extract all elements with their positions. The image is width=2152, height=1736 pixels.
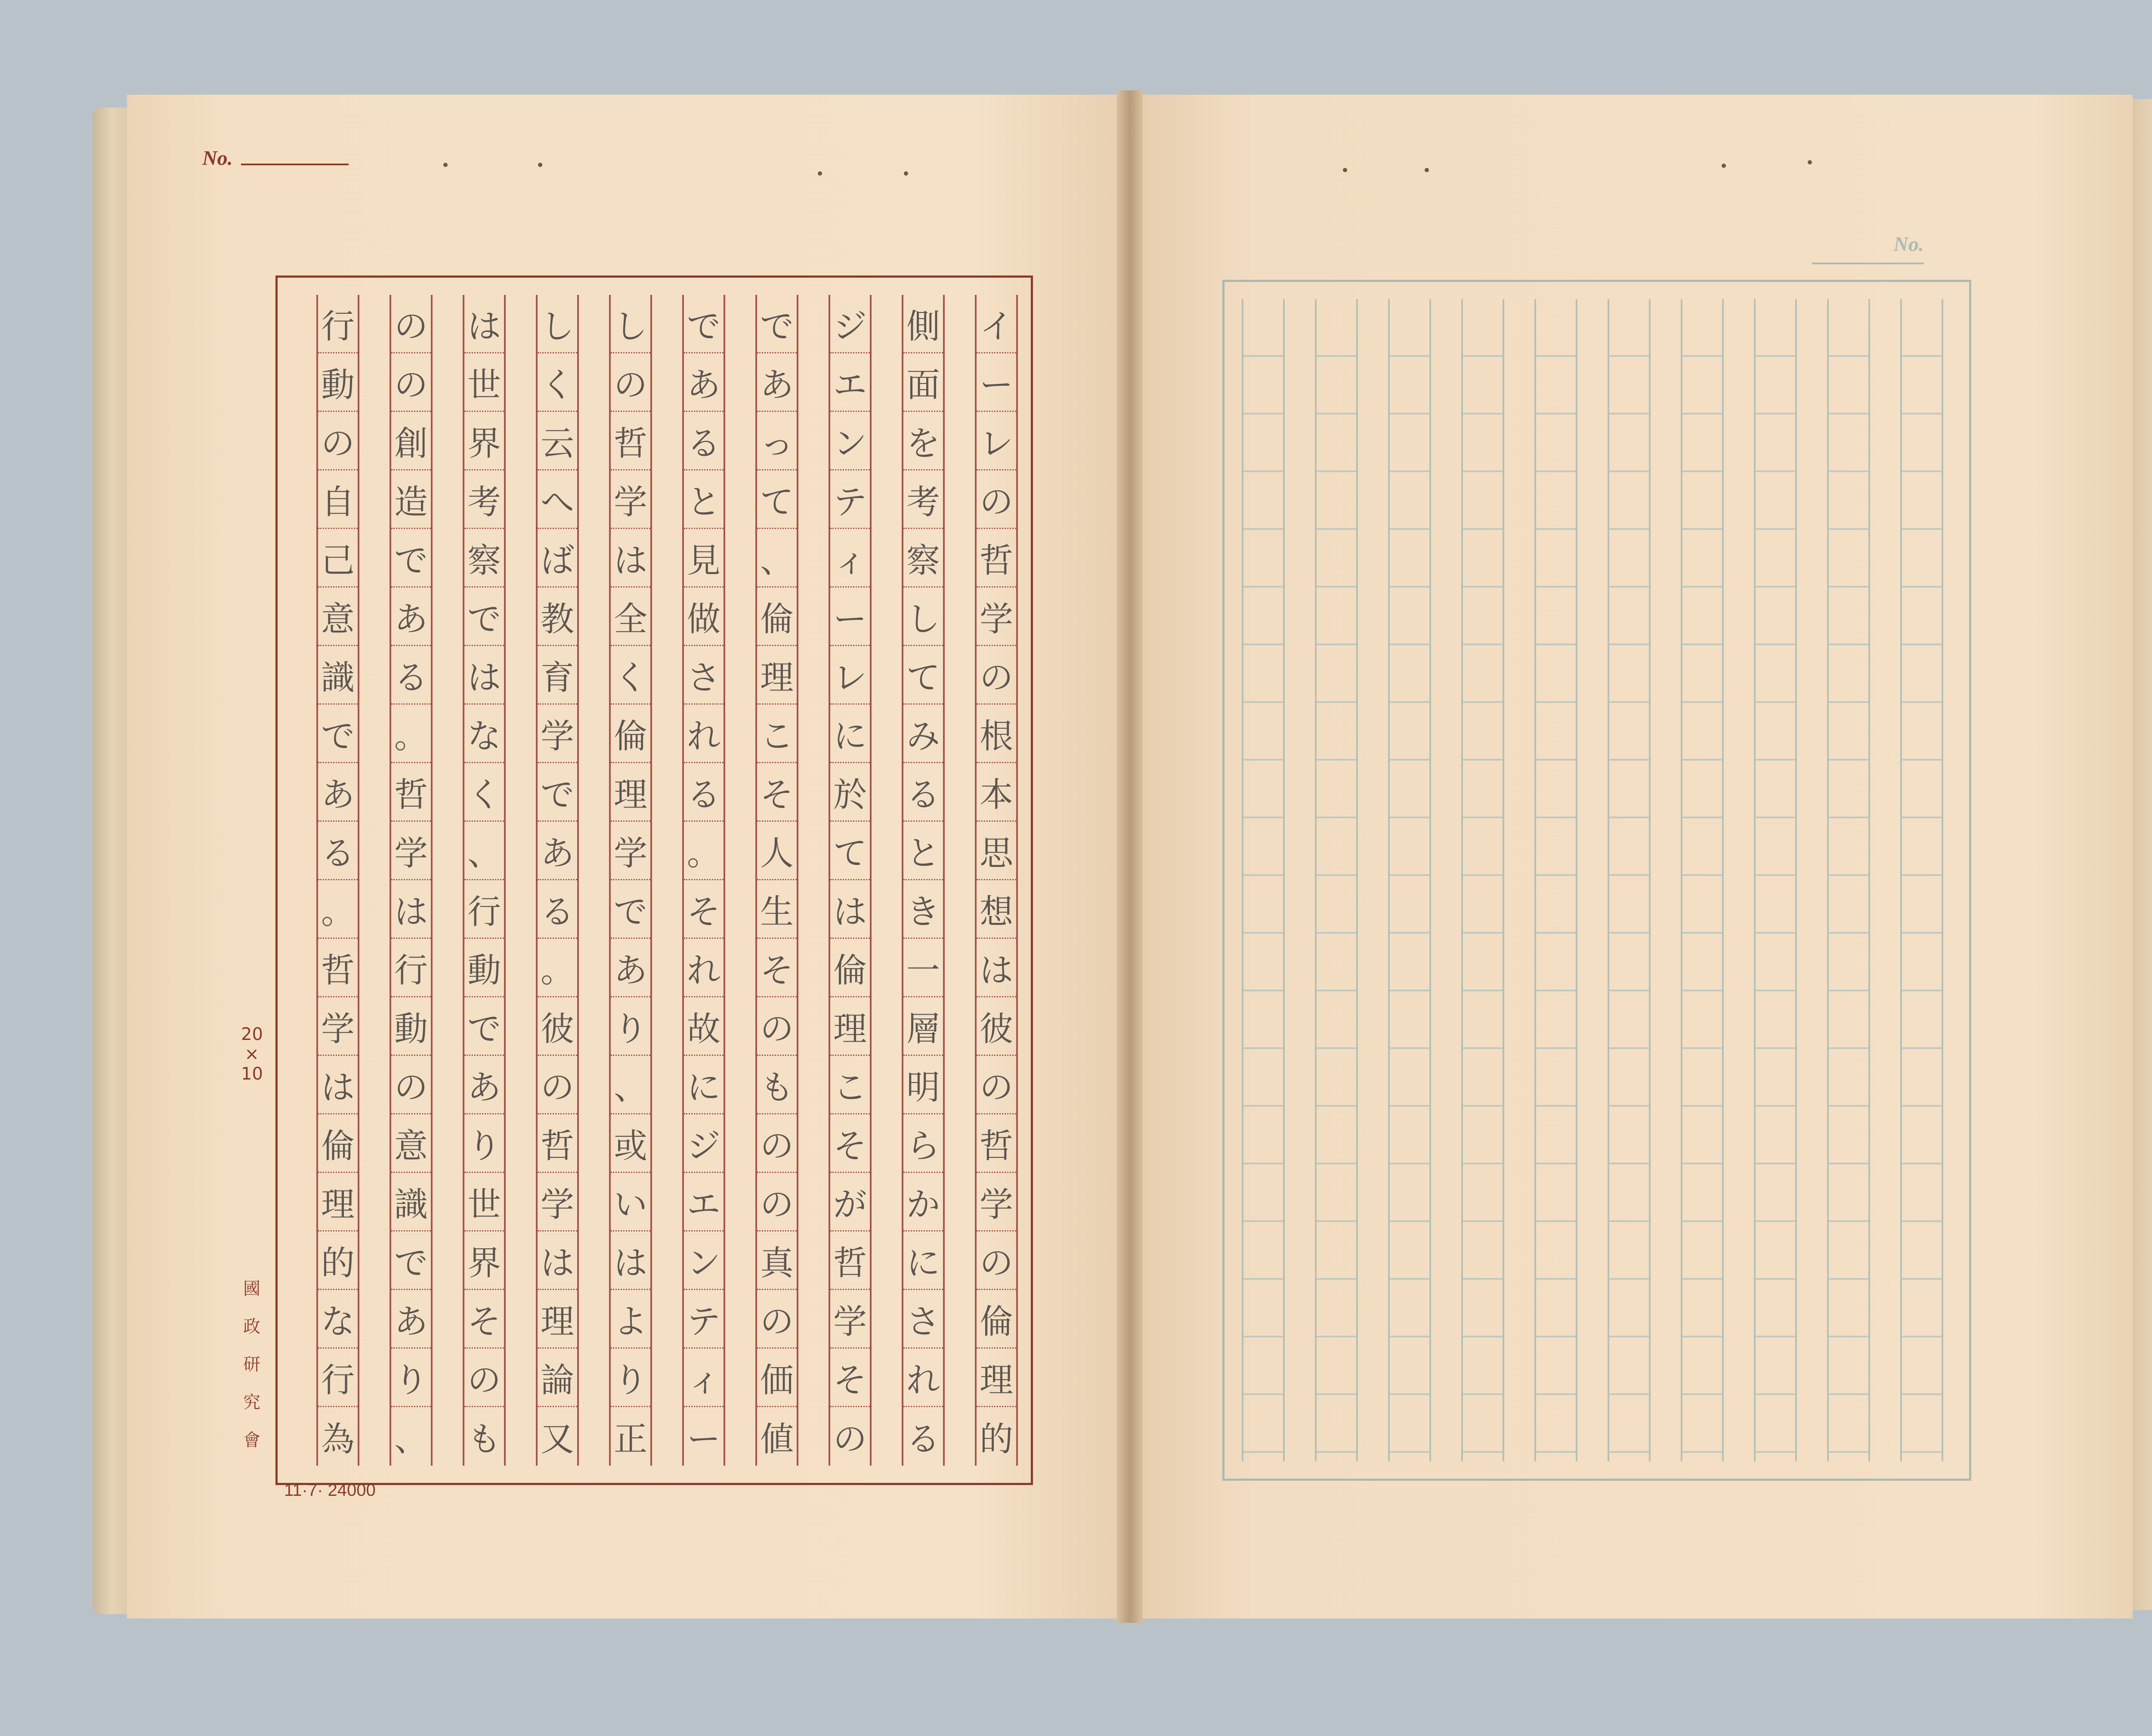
manuscript-column <box>755 295 798 1466</box>
manuscript-cell: の <box>318 412 358 470</box>
manuscript-cell: あ <box>538 822 577 880</box>
manuscript-cell: の <box>977 470 1016 529</box>
manuscript-cell: 或 <box>611 1114 650 1173</box>
manuscript-cell: る <box>684 412 724 470</box>
manuscript-cell: に <box>684 1056 724 1114</box>
manuscript-cell: は <box>318 1056 358 1114</box>
page-number-handwritten <box>241 133 349 165</box>
manuscript-cell: て <box>757 470 797 529</box>
manuscript-cell: 界 <box>464 412 504 470</box>
manuscript-cell: は <box>611 529 650 588</box>
manuscript-cell: 学 <box>391 822 431 880</box>
manuscript-cell: 的 <box>979 1420 1013 1459</box>
manuscript-cell: 値 <box>760 1420 794 1459</box>
manuscript-cell: れ <box>684 705 724 763</box>
manuscript-cell: る <box>684 763 724 822</box>
manuscript-cell: の <box>538 1056 577 1114</box>
manuscript-cell: る <box>318 822 358 880</box>
manuscript-cell: り <box>611 1349 650 1407</box>
manuscript-cell: い <box>611 1173 650 1232</box>
manuscript-cell: と <box>903 822 943 880</box>
ghost-column <box>1754 299 1797 1461</box>
manuscript-cell: 哲 <box>611 412 650 470</box>
page-number-label: No. <box>202 147 233 170</box>
manuscript-cell: で <box>318 705 358 763</box>
manuscript-cell: し <box>538 295 577 353</box>
manuscript-cell: 学 <box>611 822 650 880</box>
manuscript-cell: さ <box>684 646 724 705</box>
print-code: 11·7· 24000 <box>284 1481 376 1500</box>
manuscript-cell: な <box>318 1290 358 1349</box>
manuscript-column <box>829 295 872 1466</box>
manuscript-cell: あ <box>318 763 358 822</box>
book-gutter <box>1117 90 1143 1623</box>
manuscript-cell: 彼 <box>538 997 577 1056</box>
manuscript-cell: 彼 <box>977 997 1016 1056</box>
manuscript-cell: は <box>611 1232 650 1290</box>
manuscript-cell: イ <box>977 295 1016 353</box>
manuscript-cell: 理 <box>318 1173 358 1232</box>
manuscript-cell: は <box>538 1232 577 1290</box>
manuscript-cell: そ <box>464 1290 504 1349</box>
manuscript-cell: み <box>903 705 943 763</box>
manuscript-cell: そ <box>830 1349 870 1407</box>
manuscript-cell: し <box>611 295 650 353</box>
manuscript-cell: 一 <box>903 939 943 997</box>
manuscript-cell: ィ <box>830 529 870 588</box>
manuscript-cell: 学 <box>977 588 1016 646</box>
manuscript-cell: そ <box>684 880 724 939</box>
manuscript-cell: 倫 <box>830 939 870 997</box>
manuscript-cell: 己 <box>318 529 358 588</box>
manuscript-column <box>682 295 725 1466</box>
manuscript-cell: 層 <box>903 997 943 1056</box>
manuscript-cell: あ <box>684 353 724 412</box>
manuscript-column <box>536 295 579 1466</box>
ghost-column <box>1827 299 1870 1461</box>
manuscript-cell: 倫 <box>611 705 650 763</box>
manuscript-cell: で <box>391 529 431 588</box>
manuscript-cell: 倫 <box>318 1114 358 1173</box>
manuscript-cell: の <box>977 1056 1016 1114</box>
manuscript-cell: 行 <box>318 1349 358 1407</box>
manuscript-cell: は <box>464 295 504 353</box>
manuscript-cell: 。 <box>318 880 358 939</box>
manuscript-cell: 於 <box>830 763 870 822</box>
manuscript-cell: の <box>757 1173 797 1232</box>
manuscript-cell: 学 <box>318 997 358 1056</box>
manuscript-cell: で <box>391 1232 431 1290</box>
manuscript-cell: 学 <box>611 470 650 529</box>
manuscript-cell: 哲 <box>830 1232 870 1290</box>
manuscript-cell: 創 <box>391 412 431 470</box>
manuscript-cell: 世 <box>464 1173 504 1232</box>
manuscript-grid <box>275 275 1033 1485</box>
manuscript-cell: 意 <box>391 1114 431 1173</box>
manuscript-cell: も <box>757 1056 797 1114</box>
manuscript-cell: そ <box>757 939 797 997</box>
manuscript-cell: ら <box>903 1114 943 1173</box>
ghost-column <box>1534 299 1577 1461</box>
manuscript-cell: 生 <box>757 880 797 939</box>
manuscript-cell: 想 <box>977 880 1016 939</box>
manuscript-cell: 行 <box>318 295 358 353</box>
manuscript-cell: ー <box>830 588 870 646</box>
manuscript-cell: 理 <box>977 1349 1016 1407</box>
manuscript-cell: り <box>611 997 650 1056</box>
manuscript-cell: の <box>391 1056 431 1114</box>
manuscript-cell: れ <box>903 1349 943 1407</box>
manuscript-cell: は <box>977 939 1016 997</box>
manuscript-cell: も <box>467 1420 501 1459</box>
manuscript-cell: な <box>464 705 504 763</box>
manuscript-cell: の <box>977 1232 1016 1290</box>
manuscript-cell: で <box>611 880 650 939</box>
manuscript-cell: 理 <box>757 646 797 705</box>
manuscript-cell: 、 <box>394 1420 428 1459</box>
manuscript-cell: あ <box>611 939 650 997</box>
manuscript-cell: 育 <box>538 646 577 705</box>
manuscript-cell: 考 <box>903 470 943 529</box>
manuscript-cell: の <box>611 353 650 412</box>
manuscript-cell: て <box>830 822 870 880</box>
manuscript-cell: 学 <box>830 1290 870 1349</box>
manuscript-cell: 意 <box>318 588 358 646</box>
manuscript-cell: で <box>538 763 577 822</box>
manuscript-cell: り <box>464 1114 504 1173</box>
manuscript-cell: 。 <box>538 939 577 997</box>
ghost-column <box>1681 299 1724 1461</box>
manuscript-cell: ン <box>684 1232 724 1290</box>
manuscript-cell: 哲 <box>538 1114 577 1173</box>
manuscript-cell: 哲 <box>977 1114 1016 1173</box>
manuscript-cell: 又 <box>540 1420 574 1459</box>
manuscript-cell: 識 <box>391 1173 431 1232</box>
manuscript-cell: 学 <box>538 1173 577 1232</box>
manuscript-cell: さ <box>903 1290 943 1349</box>
manuscript-cell: 的 <box>318 1232 358 1290</box>
manuscript-cell: が <box>830 1173 870 1232</box>
manuscript-cell: 、 <box>464 822 504 880</box>
ghost-column <box>1242 299 1285 1461</box>
manuscript-cell: 。 <box>684 822 724 880</box>
manuscript-cell: は <box>464 646 504 705</box>
manuscript-cell: る <box>538 880 577 939</box>
manuscript-cell: レ <box>977 412 1016 470</box>
manuscript-cell: 行 <box>391 939 431 997</box>
manuscript-cell: あ <box>391 588 431 646</box>
manuscript-cell: 為 <box>321 1420 355 1459</box>
manuscript-column <box>609 295 652 1466</box>
manuscript-cell: 理 <box>538 1290 577 1349</box>
publisher-imprint: 國 政 研 究 會 <box>243 1279 260 1450</box>
page-stack-right <box>2133 99 2152 1610</box>
manuscript-cell: と <box>684 470 724 529</box>
manuscript-cell: 識 <box>318 646 358 705</box>
manuscript-cell: そ <box>830 1114 870 1173</box>
manuscript-cell: の <box>757 997 797 1056</box>
manuscript-cell: 教 <box>538 588 577 646</box>
manuscript-cell: そ <box>757 763 797 822</box>
manuscript-cell: の <box>833 1420 867 1459</box>
manuscript-cell: の <box>757 1290 797 1349</box>
manuscript-cell: は <box>830 880 870 939</box>
manuscript-cell: ジ <box>830 295 870 353</box>
manuscript-cell: の <box>391 295 431 353</box>
manuscript-cell: 全 <box>611 588 650 646</box>
manuscript-cell: ー <box>686 1420 720 1459</box>
manuscript-cell: 学 <box>538 705 577 763</box>
manuscript-cell: か <box>903 1173 943 1232</box>
manuscript-cell: で <box>464 588 504 646</box>
manuscript-cell: る <box>391 646 431 705</box>
manuscript-cell: 、 <box>611 1056 650 1114</box>
manuscript-cell: 見 <box>684 529 724 588</box>
manuscript-cell: に <box>830 705 870 763</box>
manuscript-cell: で <box>757 295 797 353</box>
manuscript-cell: 界 <box>464 1232 504 1290</box>
manuscript-cell: 故 <box>684 997 724 1056</box>
manuscript-cell: テ <box>684 1290 724 1349</box>
manuscript-cell: 面 <box>903 353 943 412</box>
manuscript-cell: 察 <box>464 529 504 588</box>
manuscript-cell: る <box>906 1420 940 1459</box>
manuscript-cell: こ <box>830 1056 870 1114</box>
manuscript-cell: 行 <box>464 880 504 939</box>
ghost-column <box>1461 299 1504 1461</box>
manuscript-cell: に <box>903 1232 943 1290</box>
sheet-format-label: 20 × 10 <box>241 1024 263 1084</box>
manuscript-cell: は <box>391 880 431 939</box>
manuscript-cell: き <box>903 880 943 939</box>
manuscript-cell: く <box>464 763 504 822</box>
manuscript-cell: 云 <box>538 412 577 470</box>
manuscript-cell: 明 <box>903 1056 943 1114</box>
manuscript-cell: る <box>903 763 943 822</box>
manuscript-cell: ジ <box>684 1114 724 1173</box>
manuscript-cell: 理 <box>611 763 650 822</box>
manuscript-cell: 人 <box>757 822 797 880</box>
manuscript-cell: 哲 <box>318 939 358 997</box>
manuscript-cell: ン <box>830 412 870 470</box>
manuscript-column <box>902 295 945 1466</box>
manuscript-cell: 学 <box>977 1173 1016 1232</box>
manuscript-cell: 倫 <box>757 588 797 646</box>
manuscript-cell: 動 <box>464 939 504 997</box>
ghost-column <box>1315 299 1358 1461</box>
manuscript-column <box>390 295 433 1466</box>
manuscript-cell: し <box>903 588 943 646</box>
manuscript-cell: あ <box>757 353 797 412</box>
manuscript-cell: あ <box>464 1056 504 1114</box>
manuscript-cell: の <box>977 646 1016 705</box>
manuscript-cell: り <box>391 1349 431 1407</box>
manuscript-cell: れ <box>684 939 724 997</box>
manuscript-cell: 哲 <box>391 763 431 822</box>
manuscript-cell: 論 <box>538 1349 577 1407</box>
manuscript-column <box>463 295 506 1466</box>
manuscript-cell: 正 <box>613 1420 647 1459</box>
manuscript-cell: 思 <box>977 822 1016 880</box>
manuscript-cell: 価 <box>757 1349 797 1407</box>
manuscript-cell: を <box>903 412 943 470</box>
manuscript-cell: 倫 <box>977 1290 1016 1349</box>
manuscript-cell: レ <box>830 646 870 705</box>
manuscript-cell: 考 <box>464 470 504 529</box>
manuscript-cell: ィ <box>684 1349 724 1407</box>
right-page-number-label: No. <box>1812 232 1924 264</box>
manuscript-cell: よ <box>611 1290 650 1349</box>
manuscript-cell: 造 <box>391 470 431 529</box>
manuscript-cell: エ <box>830 353 870 412</box>
manuscript-cell: て <box>903 646 943 705</box>
manuscript-cell: 自 <box>318 470 358 529</box>
manuscript-cell: あ <box>391 1290 431 1349</box>
manuscript-cell: で <box>464 997 504 1056</box>
manuscript-cell: で <box>684 295 724 353</box>
manuscript-cell: 、 <box>757 529 797 588</box>
manuscript-cell: 察 <box>903 529 943 588</box>
manuscript-cell: 動 <box>391 997 431 1056</box>
manuscript-cell: ー <box>977 353 1016 412</box>
manuscript-cell: テ <box>830 470 870 529</box>
manuscript-cell: 。 <box>391 705 431 763</box>
manuscript-cell: 世 <box>464 353 504 412</box>
ghost-column <box>1608 299 1651 1461</box>
manuscript-cell: 理 <box>830 997 870 1056</box>
manuscript-cell: へ <box>538 470 577 529</box>
ghost-column <box>1900 299 1943 1461</box>
manuscript-cell: エ <box>684 1173 724 1232</box>
manuscript-cell: っ <box>757 412 797 470</box>
manuscript-cell: く <box>538 353 577 412</box>
manuscript-cell: ば <box>538 529 577 588</box>
ghost-column <box>1388 299 1431 1461</box>
manuscript-cell: く <box>611 646 650 705</box>
manuscript-column <box>975 295 1018 1466</box>
manuscript-cell: 根 <box>977 705 1016 763</box>
manuscript-cell: 動 <box>318 353 358 412</box>
manuscript-cell: こ <box>757 705 797 763</box>
manuscript-cell: の <box>464 1349 504 1407</box>
manuscript-cell: の <box>391 353 431 412</box>
manuscript-cell: 哲 <box>977 529 1016 588</box>
manuscript-cell: 側 <box>903 295 943 353</box>
manuscript-cell: 做 <box>684 588 724 646</box>
right-page-blank-grid <box>1222 280 1971 1481</box>
manuscript-cell: 真 <box>757 1232 797 1290</box>
manuscript-cell: 本 <box>977 763 1016 822</box>
manuscript-cell: の <box>757 1114 797 1173</box>
manuscript-column <box>316 295 359 1466</box>
